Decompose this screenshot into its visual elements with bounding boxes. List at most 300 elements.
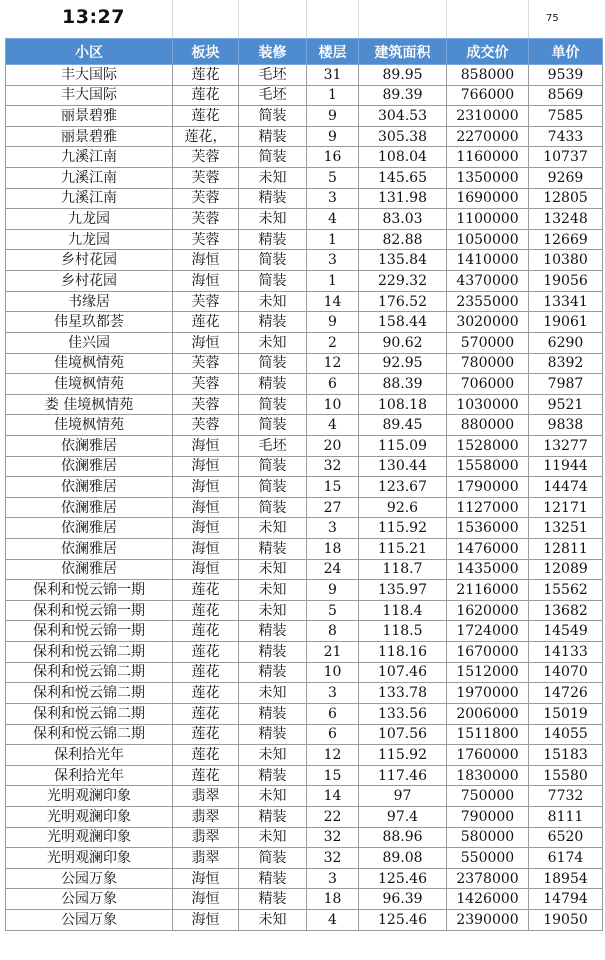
cell-decoration: 毛坯: [239, 65, 307, 86]
cell-area: 158.44: [359, 312, 447, 333]
cell-district: 海恒: [173, 456, 239, 477]
cell-decoration: 简装: [239, 271, 307, 292]
cell-unit-price: 6290: [529, 332, 603, 353]
cell-price: 1050000: [447, 229, 529, 250]
cell-district: 海恒: [173, 250, 239, 271]
cell-decoration: 精装: [239, 765, 307, 786]
cell-district: 翡翠: [173, 786, 239, 807]
cell-decoration: 简装: [239, 456, 307, 477]
cell-decoration: 未知: [239, 683, 307, 704]
table-row: [6, 477, 603, 498]
cell-price: 1030000: [447, 394, 529, 415]
cell-area: 130.44: [359, 456, 447, 477]
cell-area: 145.65: [359, 168, 447, 189]
table-row: [6, 250, 603, 271]
cell-district: 翡翠: [173, 806, 239, 827]
table-body: [6, 65, 603, 931]
cell-decoration: 简装: [239, 250, 307, 271]
cell-area: 131.98: [359, 188, 447, 209]
cell-floor: 18: [307, 889, 359, 910]
cell-price: 1410000: [447, 250, 529, 271]
cell-decoration: 简装: [239, 106, 307, 127]
cell-floor: 3: [307, 188, 359, 209]
cell-area: 88.96: [359, 827, 447, 848]
cell-unit-price: 8569: [529, 85, 603, 106]
cell-district: 海恒: [173, 539, 239, 560]
cell-decoration: 精装: [239, 662, 307, 683]
cell-floor: 4: [307, 909, 359, 930]
cell-unit-price: 9521: [529, 394, 603, 415]
cell-price: 2390000: [447, 909, 529, 930]
cell-unit-price: 19061: [529, 312, 603, 333]
cell-area: 108.18: [359, 394, 447, 415]
cell-decoration: 精装: [239, 374, 307, 395]
cell-floor: 6: [307, 703, 359, 724]
cell-price: 2116000: [447, 580, 529, 601]
cell-decoration: 精装: [239, 188, 307, 209]
cell-decoration: 简装: [239, 497, 307, 518]
cell-unit-price: 9838: [529, 415, 603, 436]
cell-district: 莲花: [173, 683, 239, 704]
cell-price: 1790000: [447, 477, 529, 498]
cell-community: 娄 佳境枫情苑: [6, 394, 173, 415]
table-row: [6, 291, 603, 312]
cell-decoration: 精装: [239, 539, 307, 560]
cell-area: 125.46: [359, 868, 447, 889]
cell-unit-price: 14726: [529, 683, 603, 704]
cell-area: 133.56: [359, 703, 447, 724]
cell-community: 九溪江南: [6, 147, 173, 168]
cell-district: 海恒: [173, 271, 239, 292]
cell-floor: 9: [307, 126, 359, 147]
cell-floor: 9: [307, 312, 359, 333]
table-row: [6, 662, 603, 683]
cell-area: 88.39: [359, 374, 447, 395]
header-price: 成交价: [447, 39, 529, 65]
cell-community: 光明观澜印象: [6, 827, 173, 848]
cell-price: 1670000: [447, 642, 529, 663]
cell-district: 芙蓉: [173, 147, 239, 168]
cell-area: 135.84: [359, 250, 447, 271]
cell-district: 海恒: [173, 909, 239, 930]
table-row: [6, 621, 603, 642]
cell-unit-price: 15183: [529, 745, 603, 766]
cell-decoration: 毛坯: [239, 435, 307, 456]
cell-decoration: 精装: [239, 642, 307, 663]
cell-unit-price: 12089: [529, 559, 603, 580]
table-row: [6, 683, 603, 704]
cell-decoration: 未知: [239, 745, 307, 766]
cell-community: 乡村花园: [6, 250, 173, 271]
cell-decoration: 未知: [239, 332, 307, 353]
cell-floor: 31: [307, 65, 359, 86]
table-row: [6, 786, 603, 807]
table-row: [6, 909, 603, 930]
table-row: [6, 539, 603, 560]
cell-community: 伟星玖都荟: [6, 312, 173, 333]
table-row: [6, 889, 603, 910]
cell-community: 保利和悦云锦二期: [6, 642, 173, 663]
cell-price: 750000: [447, 786, 529, 807]
table-row: [6, 703, 603, 724]
cell-floor: 15: [307, 765, 359, 786]
cell-district: 莲花: [173, 703, 239, 724]
header-district: 板块: [173, 39, 239, 65]
divider: [446, 0, 447, 38]
cell-district: 莲花: [173, 662, 239, 683]
cell-floor: 1: [307, 229, 359, 250]
cell-floor: 3: [307, 518, 359, 539]
cell-floor: 5: [307, 600, 359, 621]
table-header-row: [6, 39, 603, 65]
cell-area: 89.45: [359, 415, 447, 436]
cell-decoration: 精装: [239, 621, 307, 642]
cell-unit-price: 13251: [529, 518, 603, 539]
cell-area: 89.39: [359, 85, 447, 106]
cell-decoration: 简装: [239, 353, 307, 374]
table-row: [6, 415, 603, 436]
cell-area: 305.38: [359, 126, 447, 147]
cell-area: 115.92: [359, 745, 447, 766]
cell-floor: 32: [307, 456, 359, 477]
cell-community: 佳境枫情苑: [6, 374, 173, 395]
cell-area: 107.46: [359, 662, 447, 683]
cell-price: 1435000: [447, 559, 529, 580]
cell-floor: 4: [307, 415, 359, 436]
cell-district: 海恒: [173, 332, 239, 353]
cell-price: 1350000: [447, 168, 529, 189]
cell-unit-price: 15562: [529, 580, 603, 601]
cell-district: 芙蓉: [173, 374, 239, 395]
cell-floor: 6: [307, 724, 359, 745]
cell-price: 1511800: [447, 724, 529, 745]
cell-floor: 15: [307, 477, 359, 498]
cell-area: 89.95: [359, 65, 447, 86]
cell-decoration: 精装: [239, 229, 307, 250]
cell-decoration: 简装: [239, 477, 307, 498]
table-row: [6, 188, 603, 209]
cell-area: 118.4: [359, 600, 447, 621]
divider: [528, 0, 529, 38]
cell-unit-price: 12669: [529, 229, 603, 250]
cell-floor: 9: [307, 106, 359, 127]
divider: [172, 0, 173, 38]
cell-unit-price: 12171: [529, 497, 603, 518]
cell-unit-price: 7987: [529, 374, 603, 395]
table-row: [6, 271, 603, 292]
cell-area: 118.7: [359, 559, 447, 580]
cell-community: 公园万象: [6, 889, 173, 910]
table-row: [6, 456, 603, 477]
cell-district: 翡翠: [173, 848, 239, 869]
cell-area: 92.6: [359, 497, 447, 518]
cell-area: 229.32: [359, 271, 447, 292]
cell-price: 1127000: [447, 497, 529, 518]
cell-area: 89.08: [359, 848, 447, 869]
cell-area: 83.03: [359, 209, 447, 230]
cell-floor: 10: [307, 394, 359, 415]
cell-unit-price: 7433: [529, 126, 603, 147]
cell-district: 莲花: [173, 642, 239, 663]
cell-floor: 6: [307, 374, 359, 395]
cell-area: 176.52: [359, 291, 447, 312]
cell-area: 107.56: [359, 724, 447, 745]
cell-district: 海恒: [173, 559, 239, 580]
cell-district: 芙蓉: [173, 353, 239, 374]
cell-floor: 3: [307, 683, 359, 704]
cell-district: 翡翠: [173, 827, 239, 848]
cell-decoration: 未知: [239, 786, 307, 807]
cell-floor: 2: [307, 332, 359, 353]
cell-district: 芙蓉: [173, 209, 239, 230]
cell-community: 佳境枫情苑: [6, 353, 173, 374]
table-row: [6, 600, 603, 621]
cell-community: 公园万象: [6, 868, 173, 889]
cell-decoration: 简装: [239, 848, 307, 869]
cell-community: 保利和悦云锦一期: [6, 621, 173, 642]
cell-price: 2355000: [447, 291, 529, 312]
cell-area: 97.4: [359, 806, 447, 827]
cell-price: 4370000: [447, 271, 529, 292]
cell-district: 莲花: [173, 745, 239, 766]
cell-area: 133.78: [359, 683, 447, 704]
cell-floor: 22: [307, 806, 359, 827]
status-time: 13:27: [62, 6, 125, 28]
cell-decoration: 精装: [239, 889, 307, 910]
cell-price: 550000: [447, 848, 529, 869]
cell-price: 2310000: [447, 106, 529, 127]
cell-district: 芙蓉: [173, 168, 239, 189]
table-row: [6, 848, 603, 869]
cell-community: 保利和悦云锦一期: [6, 580, 173, 601]
cell-floor: 9: [307, 580, 359, 601]
cell-price: 1724000: [447, 621, 529, 642]
cell-district: 芙蓉: [173, 415, 239, 436]
cell-community: 保利拾光年: [6, 765, 173, 786]
cell-price: 570000: [447, 332, 529, 353]
cell-price: 858000: [447, 65, 529, 86]
cell-price: 1760000: [447, 745, 529, 766]
table-row: [6, 312, 603, 333]
cell-decoration: 简装: [239, 394, 307, 415]
cell-floor: 16: [307, 147, 359, 168]
cell-decoration: 精装: [239, 703, 307, 724]
cell-decoration: 未知: [239, 209, 307, 230]
divider: [238, 0, 239, 38]
cell-community: 丽景碧雅: [6, 126, 173, 147]
cell-price: 3020000: [447, 312, 529, 333]
cell-district: 海恒: [173, 518, 239, 539]
cell-community: 书缘居: [6, 291, 173, 312]
cell-community: 光明观澜印象: [6, 786, 173, 807]
table-row: [6, 65, 603, 86]
cell-unit-price: 15019: [529, 703, 603, 724]
cell-decoration: 毛坯: [239, 85, 307, 106]
cell-community: 保利和悦云锦二期: [6, 703, 173, 724]
cell-price: 1558000: [447, 456, 529, 477]
cell-community: 保利和悦云锦二期: [6, 662, 173, 683]
table-row: [6, 374, 603, 395]
cell-district: 莲花: [173, 580, 239, 601]
cell-unit-price: 14133: [529, 642, 603, 663]
cell-price: 1620000: [447, 600, 529, 621]
cell-district: 芙蓉: [173, 291, 239, 312]
table-row: [6, 559, 603, 580]
cell-unit-price: 6520: [529, 827, 603, 848]
header-unit-price: 单价: [529, 39, 603, 65]
cell-unit-price: 14474: [529, 477, 603, 498]
cell-floor: 1: [307, 85, 359, 106]
cell-district: 莲花: [173, 765, 239, 786]
cell-floor: 14: [307, 786, 359, 807]
cell-community: 保利拾光年: [6, 745, 173, 766]
cell-decoration: 未知: [239, 518, 307, 539]
cell-decoration: 精装: [239, 126, 307, 147]
cell-price: 2006000: [447, 703, 529, 724]
cell-area: 117.46: [359, 765, 447, 786]
cell-community: 依澜雅居: [6, 477, 173, 498]
cell-community: 九溪江南: [6, 188, 173, 209]
cell-unit-price: 13682: [529, 600, 603, 621]
cell-community: 依澜雅居: [6, 559, 173, 580]
table-row: [6, 126, 603, 147]
cell-price: 1690000: [447, 188, 529, 209]
table-row: [6, 353, 603, 374]
cell-floor: 12: [307, 353, 359, 374]
table-row: [6, 497, 603, 518]
cell-price: 1512000: [447, 662, 529, 683]
cell-price: 2270000: [447, 126, 529, 147]
cell-price: 1426000: [447, 889, 529, 910]
cell-floor: 18: [307, 539, 359, 560]
cell-floor: 32: [307, 848, 359, 869]
table-row: [6, 435, 603, 456]
cell-price: 1830000: [447, 765, 529, 786]
table-row: [6, 106, 603, 127]
cell-area: 135.97: [359, 580, 447, 601]
table-row: [6, 85, 603, 106]
header-decoration: 装修: [239, 39, 307, 65]
cell-community: 丽景碧雅: [6, 106, 173, 127]
table-row: [6, 745, 603, 766]
cell-district: 莲花: [173, 312, 239, 333]
divider: [306, 0, 307, 38]
header-area: 建筑面积: [359, 39, 447, 65]
cell-community: 光明观澜印象: [6, 848, 173, 869]
cell-community: 依澜雅居: [6, 497, 173, 518]
cell-price: 706000: [447, 374, 529, 395]
cell-area: 92.95: [359, 353, 447, 374]
cell-decoration: 精装: [239, 806, 307, 827]
table-row: [6, 518, 603, 539]
cell-decoration: 未知: [239, 291, 307, 312]
cell-unit-price: 13341: [529, 291, 603, 312]
cell-area: 96.39: [359, 889, 447, 910]
cell-unit-price: 14549: [529, 621, 603, 642]
cell-decoration: 未知: [239, 909, 307, 930]
transaction-table: [5, 38, 603, 931]
cell-unit-price: 12805: [529, 188, 603, 209]
cell-floor: 5: [307, 168, 359, 189]
cell-unit-price: 6174: [529, 848, 603, 869]
cell-floor: 12: [307, 745, 359, 766]
cell-floor: 32: [307, 827, 359, 848]
cell-unit-price: 7585: [529, 106, 603, 127]
cell-community: 九溪江南: [6, 168, 173, 189]
cell-community: 光明观澜印象: [6, 806, 173, 827]
cell-unit-price: 13248: [529, 209, 603, 230]
cell-area: 82.88: [359, 229, 447, 250]
cell-decoration: 未知: [239, 580, 307, 601]
cell-district: 莲花: [173, 724, 239, 745]
cell-area: 108.04: [359, 147, 447, 168]
cell-unit-price: 14070: [529, 662, 603, 683]
cell-unit-price: 9539: [529, 65, 603, 86]
cell-unit-price: 19050: [529, 909, 603, 930]
cell-district: 海恒: [173, 477, 239, 498]
cell-district: 海恒: [173, 497, 239, 518]
cell-unit-price: 18954: [529, 868, 603, 889]
cell-price: 780000: [447, 353, 529, 374]
cell-unit-price: 13277: [529, 435, 603, 456]
cell-unit-price: 19056: [529, 271, 603, 292]
cell-decoration: 未知: [239, 168, 307, 189]
cell-decoration: 简装: [239, 147, 307, 168]
table-row: [6, 147, 603, 168]
cell-price: 1160000: [447, 147, 529, 168]
cell-district: 芙蓉: [173, 188, 239, 209]
table-row: [6, 827, 603, 848]
cell-area: 118.16: [359, 642, 447, 663]
cell-area: 97: [359, 786, 447, 807]
cell-floor: 14: [307, 291, 359, 312]
cell-price: 1536000: [447, 518, 529, 539]
cell-community: 公园万象: [6, 909, 173, 930]
cell-unit-price: 11944: [529, 456, 603, 477]
status-bar: [0, 0, 605, 38]
cell-price: 766000: [447, 85, 529, 106]
cell-unit-price: 15580: [529, 765, 603, 786]
cell-unit-price: 12811: [529, 539, 603, 560]
cell-price: 1100000: [447, 209, 529, 230]
cell-community: 依澜雅居: [6, 456, 173, 477]
cell-decoration: 精装: [239, 312, 307, 333]
header-community: 小区: [6, 39, 173, 65]
cell-floor: 10: [307, 662, 359, 683]
cell-community: 九龙园: [6, 229, 173, 250]
cell-floor: 1: [307, 271, 359, 292]
cell-district: 芙蓉: [173, 394, 239, 415]
cell-district: 莲花: [173, 85, 239, 106]
cell-community: 依澜雅居: [6, 518, 173, 539]
cell-community: 佳兴园: [6, 332, 173, 353]
cell-community: 依澜雅居: [6, 539, 173, 560]
cell-price: 880000: [447, 415, 529, 436]
cell-community: 保利和悦云锦一期: [6, 600, 173, 621]
cell-unit-price: 8392: [529, 353, 603, 374]
table-row: [6, 642, 603, 663]
cell-unit-price: 14055: [529, 724, 603, 745]
table-row: [6, 332, 603, 353]
cell-floor: 27: [307, 497, 359, 518]
cell-area: 115.09: [359, 435, 447, 456]
header-floor: 楼层: [307, 39, 359, 65]
cell-community: 保利和悦云锦二期: [6, 683, 173, 704]
cell-district: 莲花: [173, 65, 239, 86]
table-row: [6, 229, 603, 250]
cell-area: 115.92: [359, 518, 447, 539]
cell-decoration: 未知: [239, 827, 307, 848]
